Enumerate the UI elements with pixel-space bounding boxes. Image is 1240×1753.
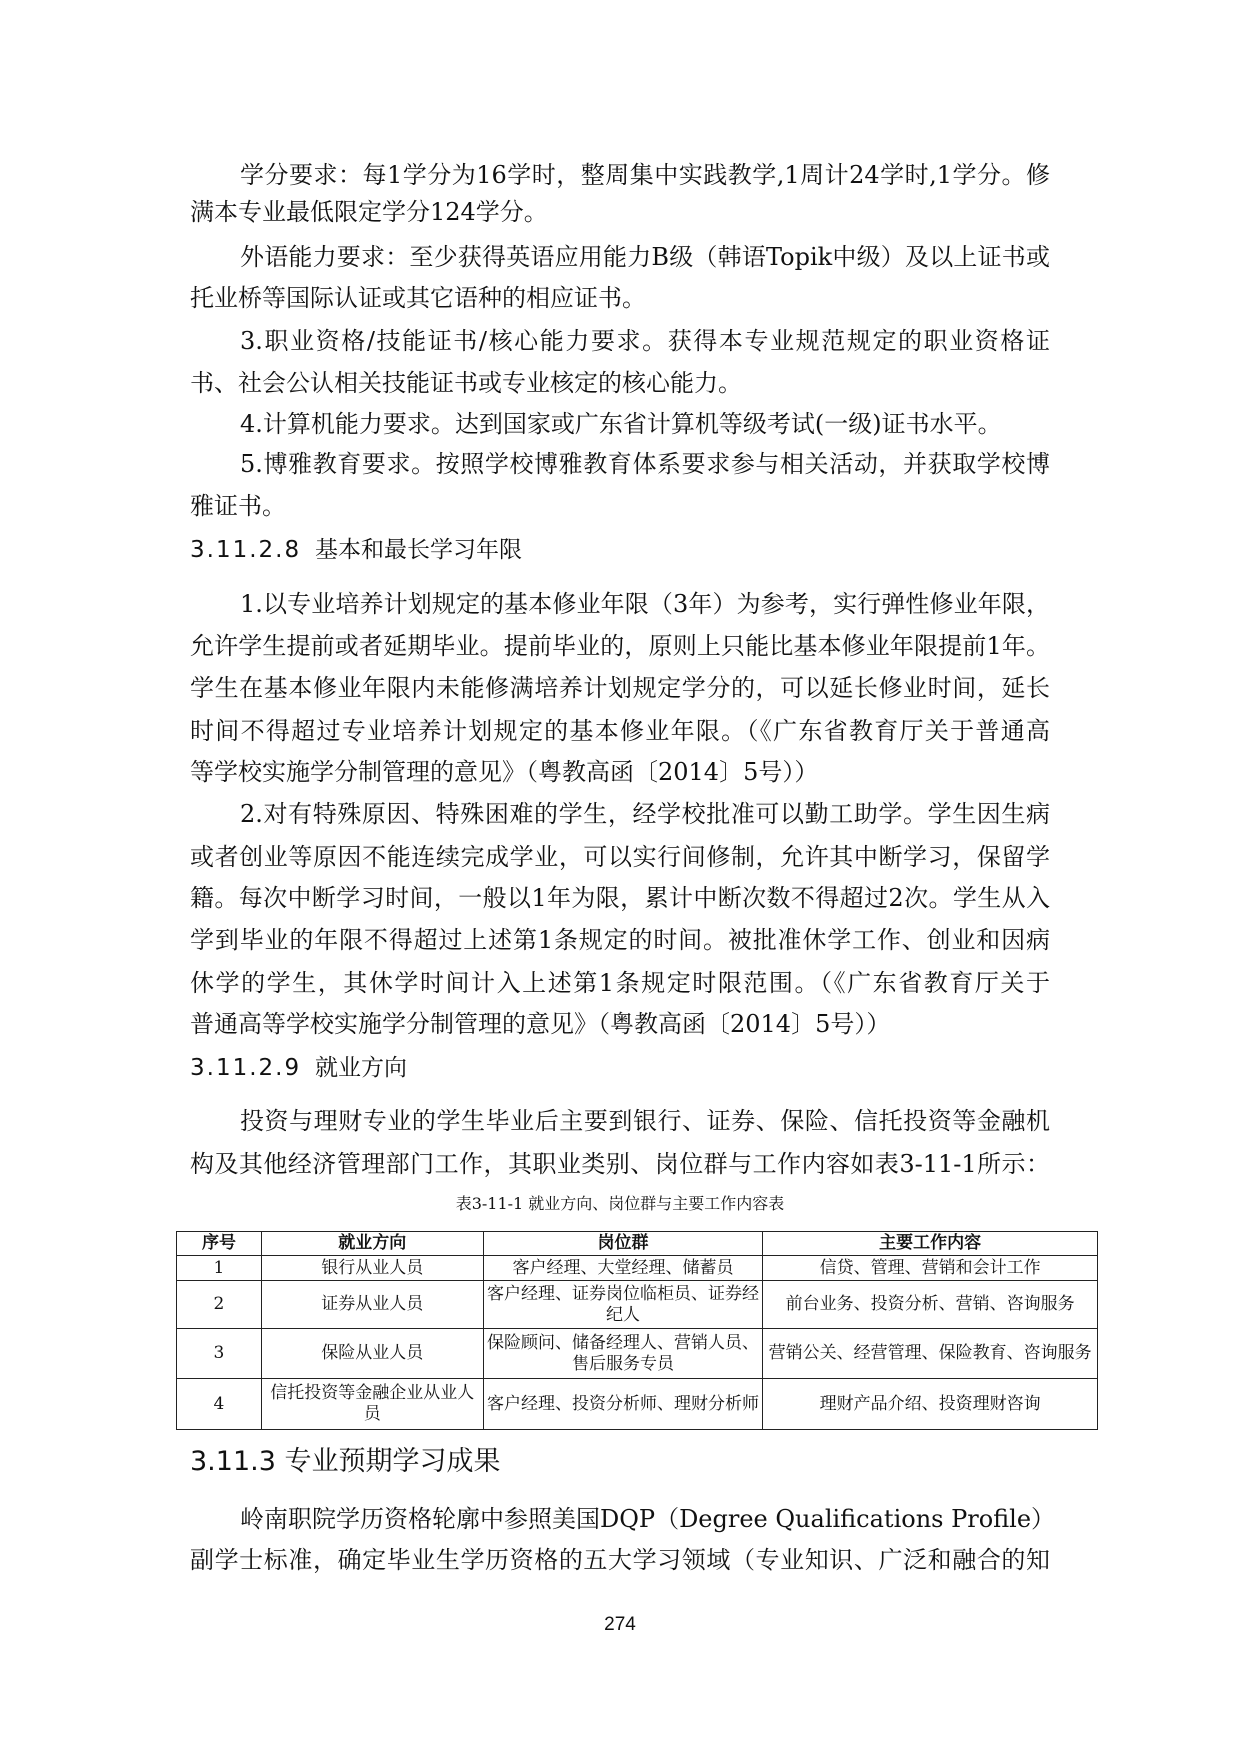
header-cell: 序号: [177, 1232, 262, 1256]
header-cell: 岗位群: [483, 1232, 763, 1256]
paragraph-line: 3.职业资格/技能证书/核心能力要求。获得本专业规范规定的职业资格证: [240, 327, 1050, 355]
paragraph-line: 托业桥等国际认证或其它语种的相应证书。: [190, 284, 646, 312]
table-cell: 证券从业人员: [261, 1281, 483, 1329]
section-title: 基本和最长学习年限: [315, 537, 522, 563]
table-row: [177, 1379, 1098, 1430]
paragraph-line: 4.计算机能力要求。达到国家或广东省计算机等级考试(一级)证书水平。: [240, 410, 1002, 438]
paragraph-line: 2.对有特殊原因、特殊困难的学生，经学校批准可以勤工助学。学生因生病: [240, 800, 1050, 828]
table-cell: 3: [177, 1329, 262, 1379]
table-cell: 营销公关、经营管理、保险教育、咨询服务: [763, 1329, 1098, 1379]
table-cell: 保险顾问、储备经理人、营销人员、售后服务专员: [483, 1329, 763, 1379]
section-number: 3.11.2.8: [190, 537, 302, 563]
paragraph-line: 允许学生提前或者延期毕业。提前毕业的，原则上只能比基本修业年限提前1年。: [190, 632, 1050, 660]
paragraph-line: 或者创业等原因不能连续完成学业，可以实行间修制，允许其中断学习，保留学: [190, 843, 1050, 871]
page-number: 274: [604, 1614, 636, 1635]
section-title: 就业方向: [315, 1055, 407, 1081]
paragraph-line: 等学校实施学分制管理的意见》（粤教高函〔2014〕5号））: [190, 758, 819, 786]
paragraph-line: 时间不得超过专业培养计划规定的基本修业年限。（《广东省教育厅关于普通高: [190, 717, 1050, 745]
paragraph-line: 籍。每次中断学习时间，一般以1年为限，累计中断次数不得超过2次。学生从入: [190, 884, 1050, 912]
table-row: [177, 1281, 1098, 1329]
table-cell: 理财产品介绍、投资理财咨询: [763, 1379, 1098, 1430]
paragraph-line: 休学的学生，其休学时间计入上述第1条规定时限范围。（《广东省教育厅关于: [190, 969, 1050, 997]
header-cell: 主要工作内容: [763, 1232, 1098, 1256]
paragraph-line: 满本专业最低限定学分124学分。: [190, 198, 548, 226]
table-cell: 前台业务、投资分析、营销、咨询服务: [763, 1281, 1098, 1329]
employment-table: [176, 1231, 1098, 1430]
paragraph-line: 学生在基本修业年限内未能修满培养计划规定学分的，可以延长修业时间，延长: [190, 674, 1050, 702]
section-number: 3.11.2.9: [190, 1055, 302, 1081]
section-heading: [190, 535, 522, 565]
paragraph-line: 外语能力要求：至少获得英语应用能力B级（韩语Topik中级）及以上证书或: [240, 243, 1050, 271]
paragraph-line: 1.以专业培养计划规定的基本修业年限（3年）为参考，实行弹性修业年限，: [240, 590, 1050, 618]
paragraph-line: 构及其他经济管理部门工作，其职业类别、岗位群与工作内容如表3-11-1所示：: [190, 1150, 1050, 1178]
table-cell: 4: [177, 1379, 262, 1430]
section-title: 专业预期学习成果: [284, 1446, 501, 1477]
paragraph-line: 学到毕业的年限不得超过上述第1条规定的时间。被批准休学工作、创业和因病: [190, 926, 1050, 954]
paragraph-line: 5.博雅教育要求。按照学校博雅教育体系要求参与相关活动，并获取学校博: [240, 450, 1050, 478]
table-row: [177, 1256, 1098, 1281]
table-cell: 2: [177, 1281, 262, 1329]
table-header-row: [177, 1232, 1098, 1256]
paragraph-line: 投资与理财专业的学生毕业后主要到银行、证券、保险、信托投资等金融机: [240, 1107, 1050, 1135]
paragraph-line: 副学士标准，确定毕业生学历资格的五大学习领域（专业知识、广泛和融合的知: [190, 1546, 1050, 1574]
table-caption: 表3-11-1 就业方向、岗位群与主要工作内容表: [455, 1194, 785, 1213]
section-number: 3.11.3: [190, 1446, 276, 1477]
table-cell: 1: [177, 1256, 262, 1281]
paragraph-line: 岭南职院学历资格轮廓中参照美国DQP（Degree Qualifications Profile）: [240, 1505, 1056, 1533]
table-row: [177, 1329, 1098, 1379]
paragraph-line: 普通高等学校实施学分制管理的意见》（粤教高函〔2014〕5号））: [190, 1010, 891, 1038]
section-heading: [190, 1445, 500, 1479]
table-cell: 银行从业人员: [261, 1256, 483, 1281]
table-cell: 信托投资等金融企业从业人员: [261, 1379, 483, 1430]
table-cell: 客户经理、证券岗位临柜员、证券经纪人: [483, 1281, 763, 1329]
paragraph-line: 雅证书。: [190, 492, 286, 520]
table-cell: 客户经理、大堂经理、储蓄员: [483, 1256, 763, 1281]
table-cell: 信贷、管理、营销和会计工作: [763, 1256, 1098, 1281]
header-cell: 就业方向: [261, 1232, 483, 1256]
table-cell: 客户经理、投资分析师、理财分析师: [483, 1379, 763, 1430]
paragraph-line: 书、社会公认相关技能证书或专业核定的核心能力。: [190, 369, 742, 397]
section-heading: [190, 1053, 407, 1083]
paragraph-line: 学分要求：每1学分为16学时，整周集中实践教学,1周计24学时,1学分。修: [240, 161, 1050, 189]
table-cell: 保险从业人员: [261, 1329, 483, 1379]
